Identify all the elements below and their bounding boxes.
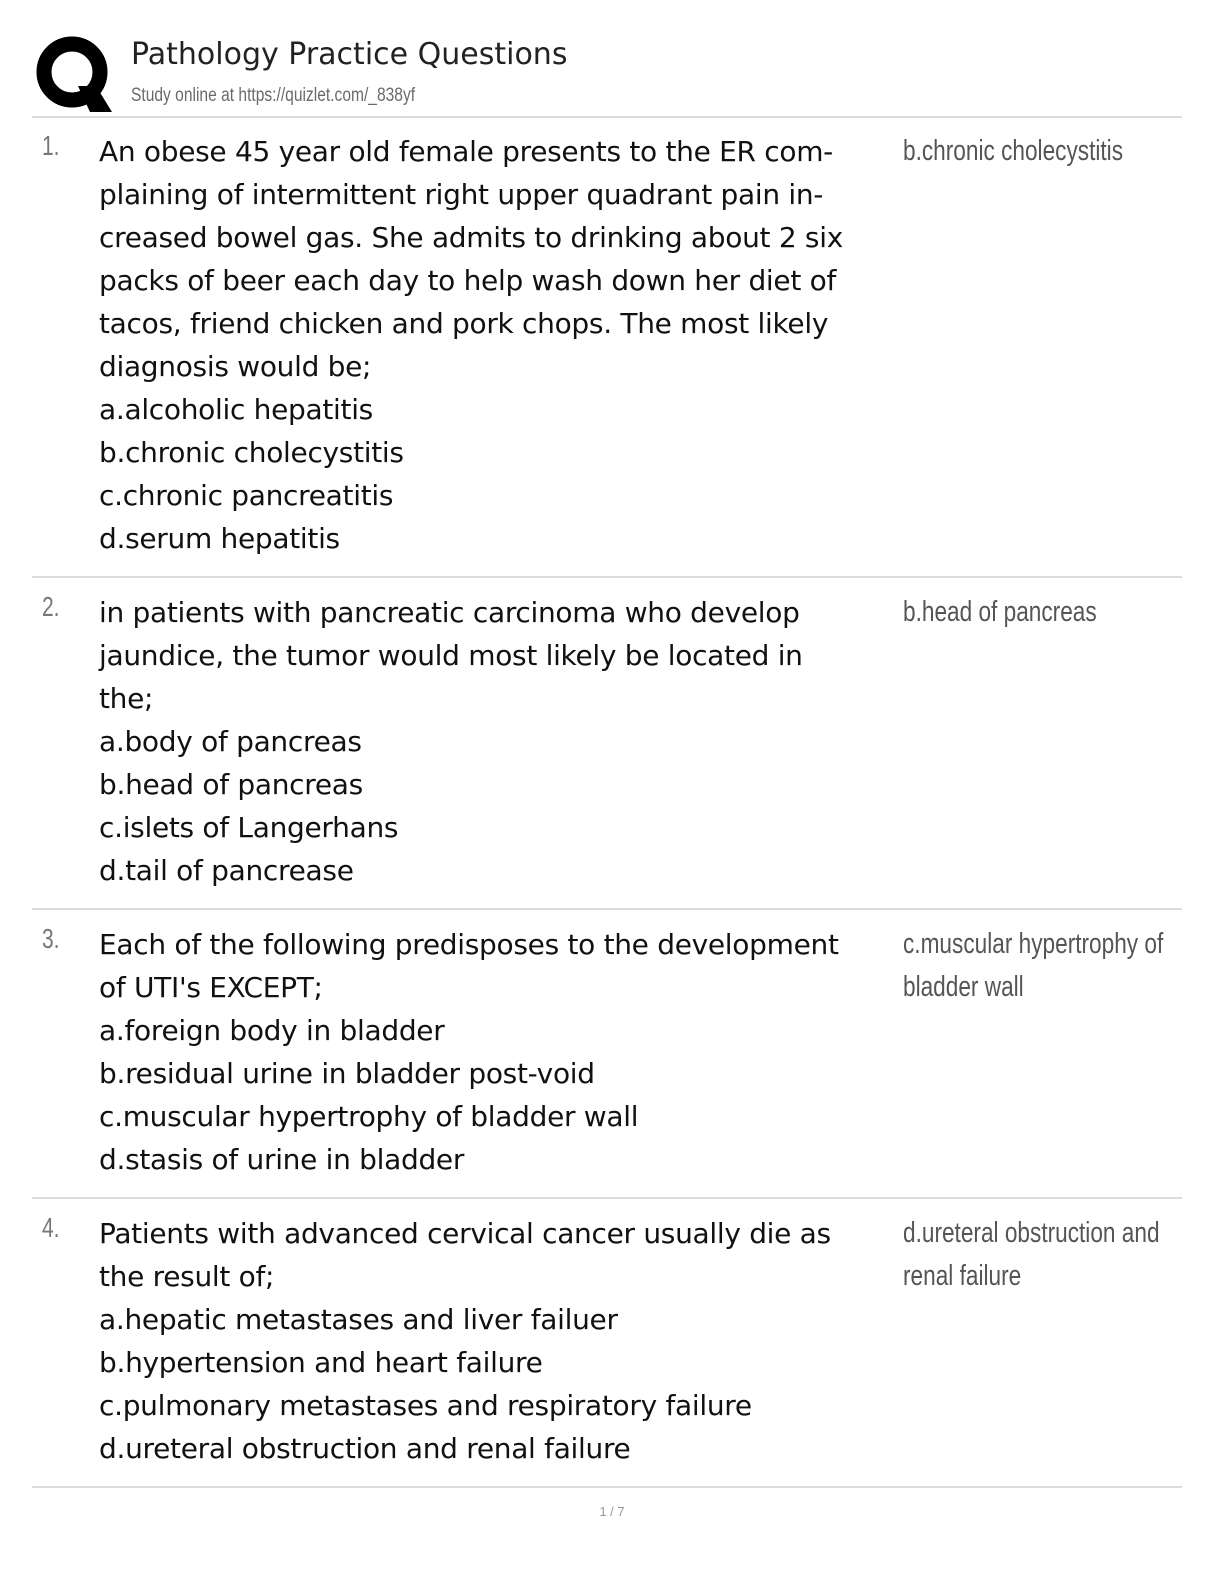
option-c: c.chronic pancreatitis bbox=[99, 479, 394, 512]
option-a: a.hepatic metastases and liver failuer bbox=[99, 1303, 618, 1336]
question-line: the result of; bbox=[99, 1260, 275, 1293]
question-line: packs of beer each day to help wash down her diet of bbox=[99, 264, 836, 297]
question-line: An obese 45 year old female presents to the ER com- bbox=[99, 135, 833, 168]
option-d: d.tail of pancrease bbox=[99, 854, 354, 887]
answer-text bbox=[903, 923, 1164, 1009]
question-line: plaining of intermittent right upper quadrant pain in- bbox=[99, 178, 824, 211]
option-d: d.serum hepatitis bbox=[99, 522, 340, 555]
question-text bbox=[99, 591, 899, 892]
option-a: a.body of pancreas bbox=[99, 725, 362, 758]
answer-text bbox=[903, 591, 1160, 634]
answer-text bbox=[903, 1212, 1160, 1298]
page-number: 1 / 7 bbox=[599, 1504, 625, 1519]
study-online-link: Study online at https://quizlet.com/_838yf bbox=[131, 85, 416, 106]
question-number: 2. bbox=[42, 591, 60, 622]
question-text bbox=[99, 1212, 899, 1470]
question-line: jaundice, the tumor would most likely be located in bbox=[99, 639, 803, 672]
answer-line: bladder wall bbox=[903, 971, 1024, 1003]
option-b: b.head of pancreas bbox=[99, 768, 363, 801]
question-text bbox=[99, 923, 899, 1181]
answer-line: b.head of pancreas bbox=[903, 596, 1097, 628]
answer-line: c.muscular hypertrophy of bbox=[903, 928, 1164, 960]
option-c: c.pulmonary metastases and respiratory failure bbox=[99, 1389, 752, 1422]
option-c: c.islets of Langerhans bbox=[99, 811, 399, 844]
question-text bbox=[99, 130, 899, 560]
option-a: a.alcoholic hepatitis bbox=[99, 393, 373, 426]
answer-line: d.ureteral obstruction and bbox=[903, 1217, 1160, 1249]
answer-line: renal failure bbox=[903, 1260, 1022, 1292]
option-b: b.chronic cholecystitis bbox=[99, 436, 404, 469]
divider bbox=[32, 116, 1182, 118]
question-line: creased bowel gas. She admits to drinking about 2 six bbox=[99, 221, 843, 254]
answer-line: b.chronic cholecystitis bbox=[903, 135, 1124, 167]
divider bbox=[32, 908, 1182, 910]
question-line: the; bbox=[99, 682, 154, 715]
option-d: d.stasis of urine in bladder bbox=[99, 1143, 465, 1176]
answer-text bbox=[903, 130, 1160, 173]
option-a: a.foreign body in bladder bbox=[99, 1014, 445, 1047]
page-header bbox=[32, 32, 1182, 116]
question-line: in patients with pancreatic carcinoma who develop bbox=[99, 596, 800, 629]
question-line: Each of the following predisposes to the development bbox=[99, 928, 839, 961]
question-line: of UTI's EXCEPT; bbox=[99, 971, 323, 1004]
question-number: 1. bbox=[42, 130, 60, 161]
quizlet-logo-icon bbox=[34, 34, 114, 114]
question-line: tacos, friend chicken and pork chops. The most likely bbox=[99, 307, 829, 340]
option-c: c.muscular hypertrophy of bladder wall bbox=[99, 1100, 639, 1133]
question-number: 4. bbox=[42, 1212, 60, 1243]
option-d: d.ureteral obstruction and renal failure bbox=[99, 1432, 631, 1465]
option-b: b.residual urine in bladder post-void bbox=[99, 1057, 595, 1090]
question-number: 3. bbox=[42, 923, 60, 954]
divider bbox=[32, 576, 1182, 578]
page-title: Pathology Practice Questions bbox=[131, 37, 568, 72]
divider bbox=[32, 1486, 1182, 1488]
divider bbox=[32, 1197, 1182, 1199]
question-line: diagnosis would be; bbox=[99, 350, 372, 383]
option-b: b.hypertension and heart failure bbox=[99, 1346, 543, 1379]
question-line: Patients with advanced cervical cancer usually die as bbox=[99, 1217, 831, 1250]
